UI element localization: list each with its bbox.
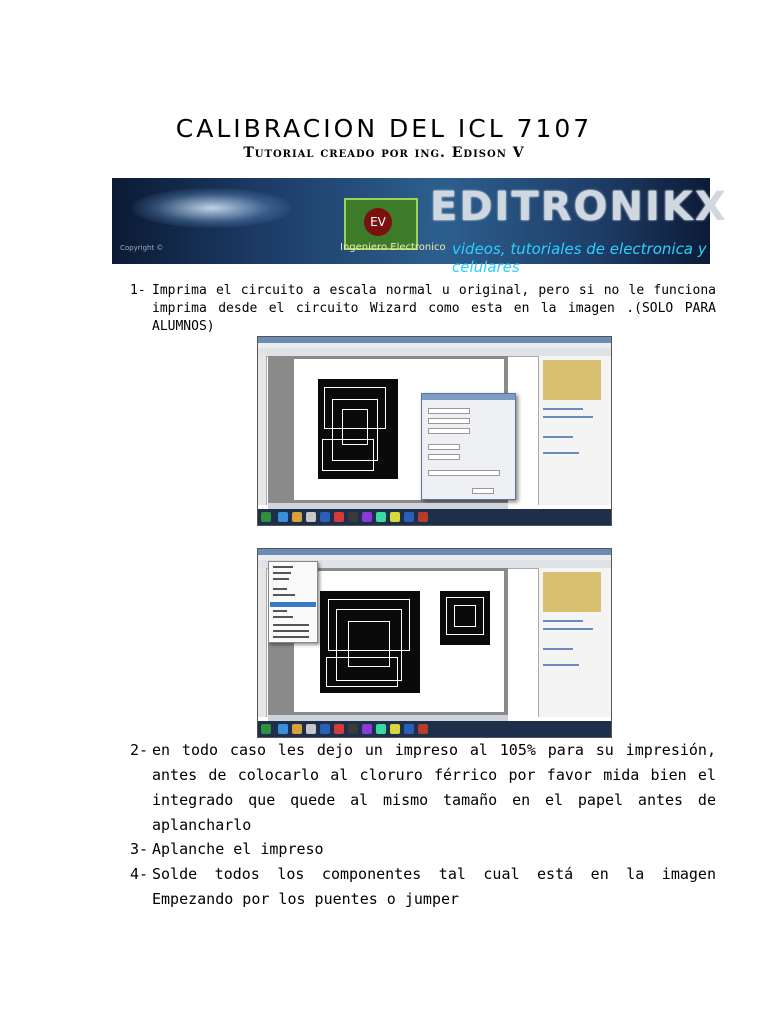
step-number: 4- xyxy=(130,865,149,883)
panel-thumbnail xyxy=(543,360,601,400)
step-text: Imprima el circuito a escala normal u original, pero si no le funciona imprima desde el circuito Wizard como esta en la imagen .(SOLO PARA ALUMNOS) xyxy=(152,283,716,334)
file-menu-dropdown xyxy=(268,561,318,643)
banner-glow xyxy=(132,188,292,228)
pcb-layout-image xyxy=(318,379,398,479)
ev-logo: EV xyxy=(364,208,392,236)
page-setup-dialog xyxy=(421,393,516,500)
banner-copyright: Copyright © xyxy=(120,244,164,252)
pcb-layout-small xyxy=(440,591,490,645)
banner-brand: EDITRONIKX xyxy=(430,184,728,230)
layout-canvas xyxy=(268,356,508,503)
screenshot-page-setup xyxy=(257,336,612,526)
page-title: CALIBRACION DEL ICL 7107 xyxy=(175,114,593,143)
step-text: en todo caso les dejo un impreso al 105% para su impresión, antes de colocarlo al cloruro férrico por favor mida bien el integrado que quede al mismo tamaño en el papel antes de aplancharlo xyxy=(152,741,716,834)
wizard-side-panel xyxy=(538,568,611,717)
screenshot-file-menu xyxy=(257,548,612,738)
pcb-layout-large xyxy=(320,591,420,693)
banner-engineer: Ingeniero Electronico xyxy=(340,242,446,253)
left-toolbar xyxy=(258,568,267,717)
panel-thumbnail xyxy=(543,572,601,612)
step-3 xyxy=(130,837,716,862)
windows-taskbar xyxy=(258,721,611,737)
wizard-side-panel xyxy=(538,356,611,505)
editronikx-banner xyxy=(112,178,728,276)
page-subtitle: Tutorial creado por ing. Edison V xyxy=(243,145,525,161)
left-toolbar xyxy=(258,356,267,505)
paper-area xyxy=(294,359,504,500)
step-number: 1- xyxy=(130,283,146,298)
step-number: 3- xyxy=(130,840,149,858)
step-4 xyxy=(130,862,716,912)
step-1 xyxy=(130,282,716,336)
paper-area xyxy=(294,571,504,712)
banner-tagline: videos, tutoriales de electronica y celulares xyxy=(452,240,707,276)
step-number: 2- xyxy=(130,741,149,759)
step-text: Aplanche el impreso xyxy=(152,840,324,858)
step-text: Solde todos los componentes tal cual está en la imagen Empezando por los puentes o jumper xyxy=(152,865,716,908)
windows-taskbar xyxy=(258,509,611,525)
step-2 xyxy=(130,738,716,838)
